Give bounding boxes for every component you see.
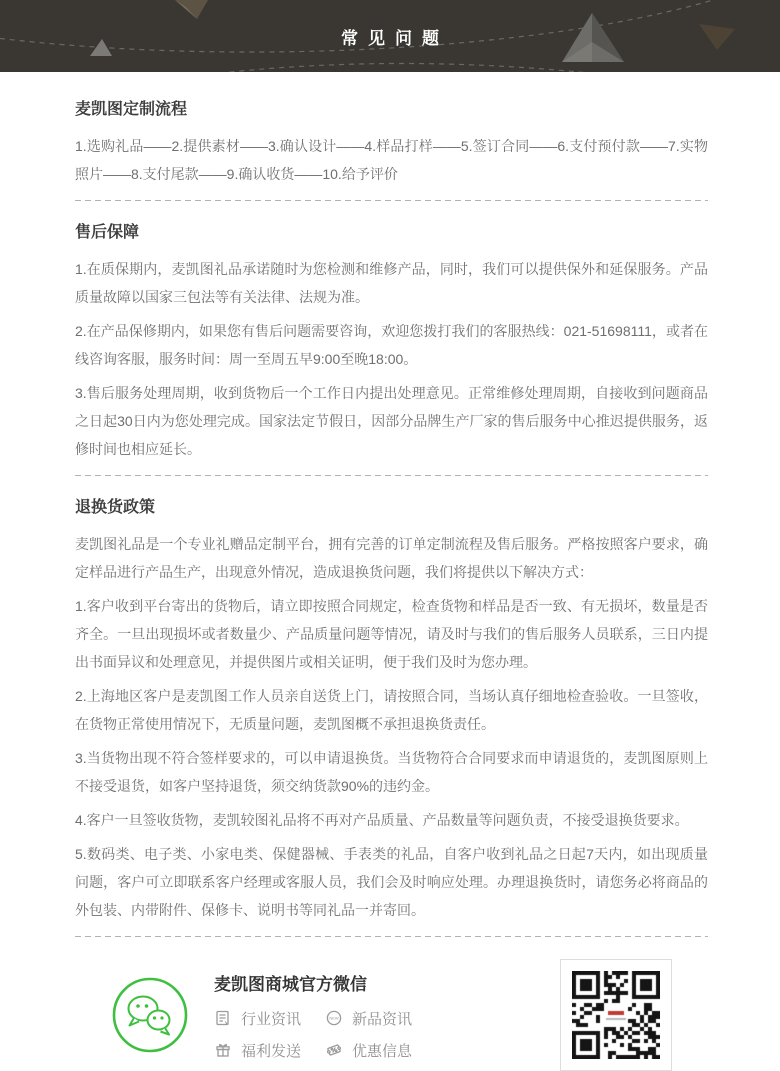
wechat-logo-icon <box>111 976 189 1054</box>
wechat-feature-label: 新品资讯 <box>352 1010 413 1028</box>
new-badge-icon <box>325 1009 343 1027</box>
section-paragraph: 2.上海地区客户是麦凯图工作人员亲自送货上门，请按照合同，当场认真仔细地检查验收。一旦签收，在货物正常使用情况下，无质量问题，麦凯图概不承担退换货责任。 <box>75 688 708 732</box>
section-return-policy <box>75 498 708 924</box>
section-after-sales <box>75 223 708 463</box>
wechat-feature-label: 行业资讯 <box>241 1010 302 1028</box>
section-heading: 售后保障 <box>75 224 140 241</box>
section-paragraph: 3.当货物出现不符合签样要求的，可以申请退换货。当货物符合合同要求而申请退货的，麦凯图原则上不接受退货，如客户坚持退货，须交纳货款90%的违约金。 <box>75 750 708 794</box>
section-paragraph: 4.客户一旦签收货物，麦凯较图礼品将不再对产品质量、产品数量等问题负责，不接受退换货要求。 <box>75 812 689 828</box>
section-heading: 麦凯图定制流程 <box>75 101 188 118</box>
section-paragraph: 麦凯图礼品是一个专业礼赠品定制平台，拥有完善的订单定制流程及售后服务。严格按照客户要求，确定样品进行产品生产，出现意外情况，造成退换货问题，我们将提供以下解决方式： <box>75 536 708 580</box>
dashed-divider <box>75 936 708 937</box>
news-doc-icon <box>214 1009 232 1027</box>
page-title: 常见问题 <box>341 28 449 48</box>
section-paragraph: 2.在产品保修期内，如果您有售后问题需要咨询，欢迎您拨打我们的客服热线：021-51698111，或者在线咨询客服，服务时间：周一至周五早9:00至晚18:00。 <box>75 323 708 367</box>
wechat-info-block <box>214 970 412 1061</box>
section-paragraph: 5.数码类、电子类、小家电类、保健器械、手表类的礼品，自客户收到礼品之日起7天内，如出现质量问题，客户可立即联系客户经理或客服人员，我们会及时响应处理。办理退换货时，请您务必将商品的外包装、内带附件、保修卡、说明书等同礼品一并寄回。 <box>75 846 708 918</box>
wechat-feature-item <box>214 1040 301 1061</box>
wechat-footer <box>75 959 708 1071</box>
gift-icon <box>214 1041 232 1059</box>
wechat-feature-item <box>214 1008 301 1029</box>
section-paragraph: 1.客户收到平台寄出的货物后，请立即按照合同规定，检查货物和样品是否一致、有无损坏，数量是否齐全。一旦出现损坏或者数量少、产品质量问题等情况，请及时与我们的售后服务人员联系，三日内提出书面异议和处理意见，并提供图片或相关证明，便于我们及时为您办理。 <box>75 598 708 670</box>
qr-code <box>560 959 672 1071</box>
dashed-divider <box>75 475 708 476</box>
svg-text:NEW: NEW <box>329 1015 339 1021</box>
section-custom-process <box>75 100 708 188</box>
qr-code-canvas <box>572 971 660 1059</box>
wechat-feature-label: 优惠信息 <box>352 1042 413 1060</box>
coupon-icon <box>325 1041 343 1059</box>
wechat-feature-item <box>325 1008 412 1029</box>
section-paragraph: 1.在质保期内，麦凯图礼品承诺随时为您检测和维修产品，同时，我们可以提供保外和延保服务。产品质量故障以国家三包法等有关法律、法规为准。 <box>75 261 708 305</box>
section-heading: 退换货政策 <box>75 499 156 516</box>
section-paragraph: 1.选购礼品——2.提供素材——3.确认设计——4.样品打样——5.签订合同——6.支付预付款——7.实物照片——8.支付尾款——9.确认收货——10.给予评价 <box>75 138 708 182</box>
dashed-divider <box>75 200 708 201</box>
wechat-title: 麦凯图商城官方微信 <box>214 974 367 994</box>
section-paragraph: 3.售后服务处理周期，收到货物后一个工作日内提出处理意见。正常维修处理周期，自接收到问题商品之日起30日内为您处理完成。国家法定节假日，因部分品牌生产厂家的售后服务中心推迟提供服务，返修时间也相应延长。 <box>75 385 708 457</box>
wechat-feature-label: 福利发送 <box>241 1042 302 1060</box>
page-header <box>0 0 780 72</box>
wechat-feature-item <box>325 1040 412 1061</box>
